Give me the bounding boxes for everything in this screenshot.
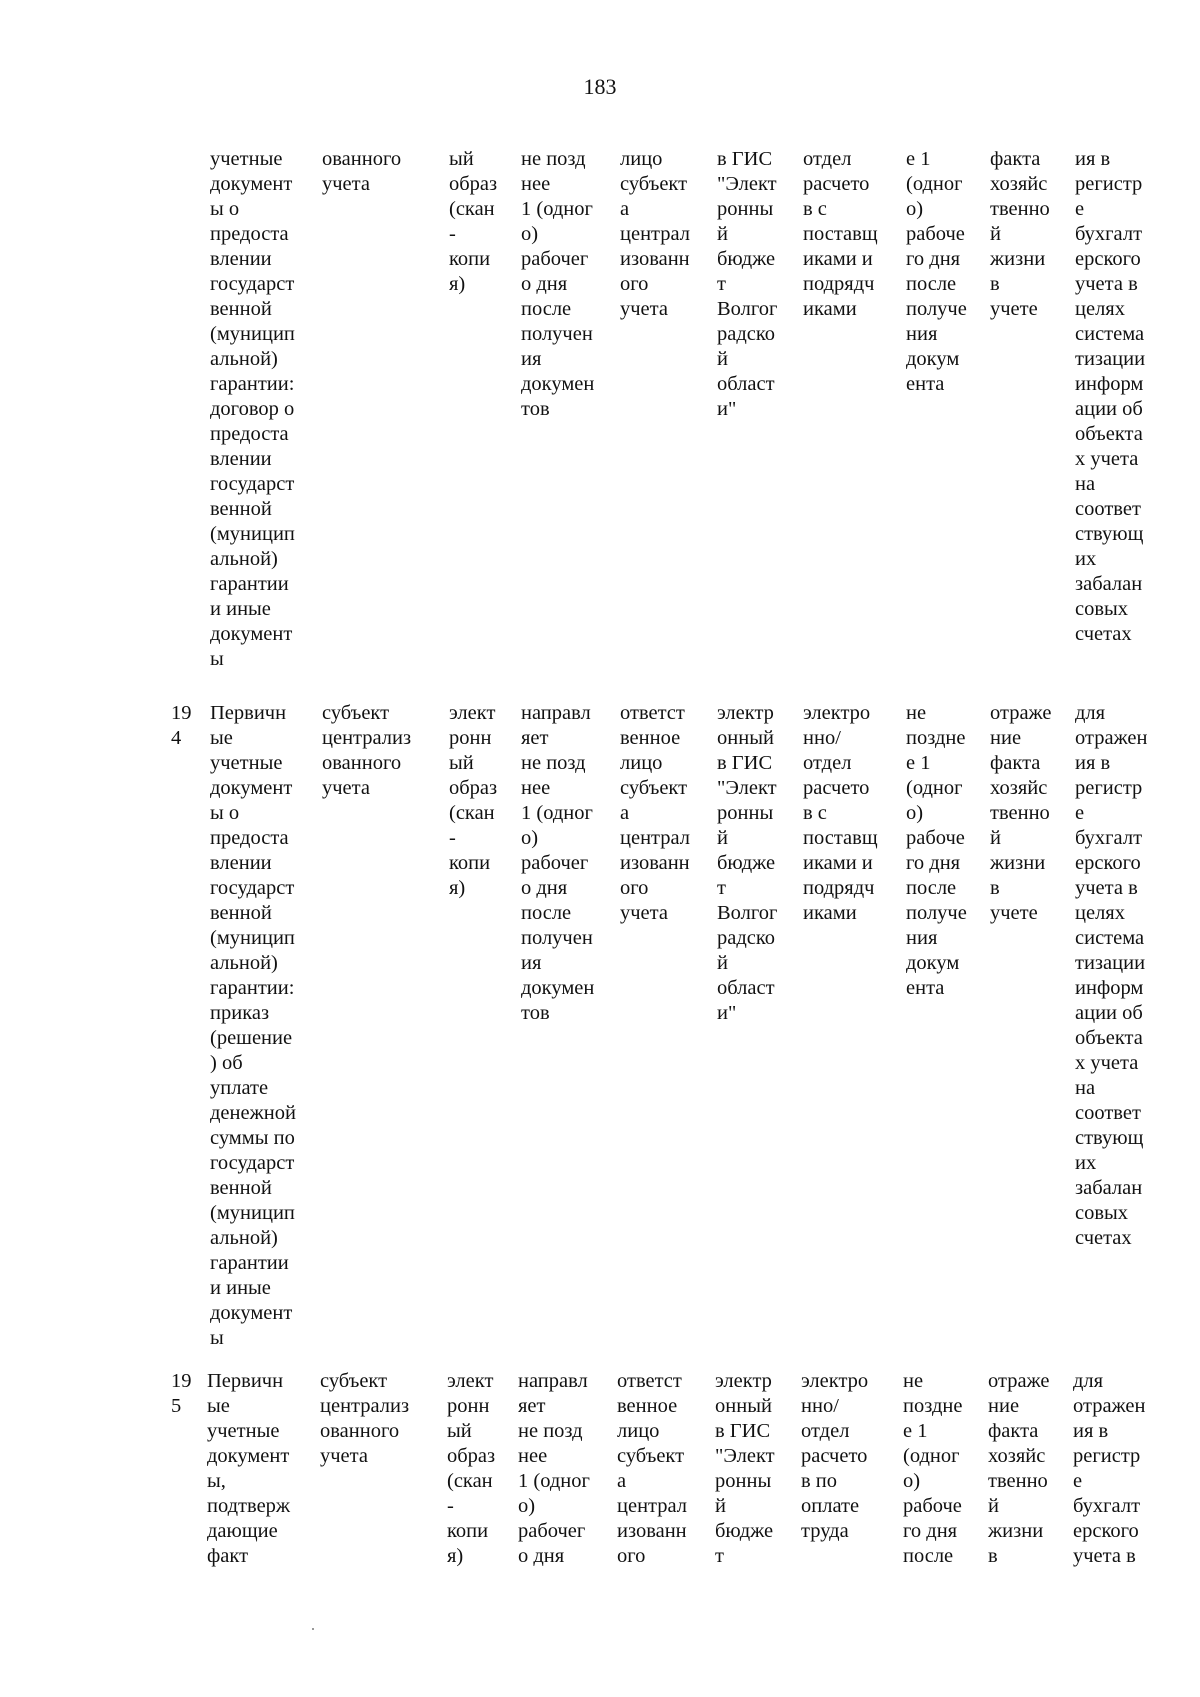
cell-purpose: для отражен ия в регистр е бухгалт ерского учета в целях система тизации информ ации об объекта х учета на соответ ствующ их забалан совых счетах [1075,702,1148,1249]
cell-processing-deadline: не поздне е 1 (одног о) рабоче го дня после [903,1370,963,1567]
cell-document-name: учетные документ ы о предоста влении государст венной (муницип альной) гарантии: договор о предоста влении государст венной (муницип альной) гарантии и иные документ ы [210,148,295,670]
cell-deadline: направл яет не позд нее 1 (одног о) рабочег о дня [518,1370,590,1567]
cell-document-name: Первичн ые учетные документ ы о предоста влении государст венной (муницип альной) гарантии: приказ (решение ) об уплате денежной суммы по государст венной (муницип альной) гарантии и иные документ ы [210,702,296,1349]
cell-purpose: ия в регистр е бухгалт ерского учета в целях система тизации информ ации об объекта х учета на соответ ствующ их забалан совых счетах [1075,148,1146,645]
cell-document-name: Первичн ые учетные документ ы, подтверж дающие факт [207,1370,291,1567]
row-number: 19 5 [171,1370,192,1417]
cell-responsible: ответст венное лицо субъект а централ изованн ого [617,1370,688,1567]
cell-responsible: ответст венное лицо субъект а централ изованн ого учета [620,702,691,924]
cell-creator: субъект централиз ованного учета [320,1370,410,1467]
cell-format: элект ронн ый образ (скан - копи я) [449,702,498,899]
cell-system: электр онный в ГИС "Элект ронны й бюдже т [715,1370,775,1567]
cell-processing-deadline: не поздне е 1 (одног о) рабоче го дня после получе ния докум ента [906,702,967,999]
cell-deadline: направл яет не позд нее 1 (одног о) рабочег о дня после получен ия докумен тов [521,702,595,1024]
cell-action: факта хозяйс твенно й жизни в учете [990,148,1050,320]
row-number: 19 4 [171,702,192,749]
cell-system: электр онный в ГИС "Элект ронны й бюдже т Волгог радско й област и" [717,702,778,1024]
cell-action: отраже ние факта хозяйс твенно й жизни в [988,1370,1050,1567]
cell-format: ый образ (скан - копи я) [449,148,498,295]
cell-format: элект ронн ый образ (скан - копи я) [447,1370,496,1567]
cell-responsible: лицо субъект а централ изованн ого учета [620,148,691,320]
cell-recipient: электро нно/ отдел расчето в по оплате труда [801,1370,869,1542]
scan-speck [312,1628,314,1630]
cell-recipient: отдел расчето в с поставщ иками и подрядч иками [803,148,878,320]
cell-processing-deadline: е 1 (одног о) рабоче го дня после получе ния докум ента [906,148,967,395]
cell-deadline: не позд нее 1 (одног о) рабочег о дня после получен ия докумен тов [521,148,595,420]
cell-purpose: для отражен ия в регистр е бухгалт ерского учета в [1073,1370,1146,1567]
cell-creator: субъект централиз ованного учета [322,702,412,799]
cell-recipient: электро нно/ отдел расчето в с поставщ иками и подрядч иками [803,702,878,924]
cell-action: отраже ние факта хозяйс твенно й жизни в учете [990,702,1052,924]
cell-creator: ованного учета [322,148,402,195]
cell-system: в ГИС "Элект ронны й бюдже т Волгог радско й област и" [717,148,778,420]
page-number: 183 [583,74,617,99]
